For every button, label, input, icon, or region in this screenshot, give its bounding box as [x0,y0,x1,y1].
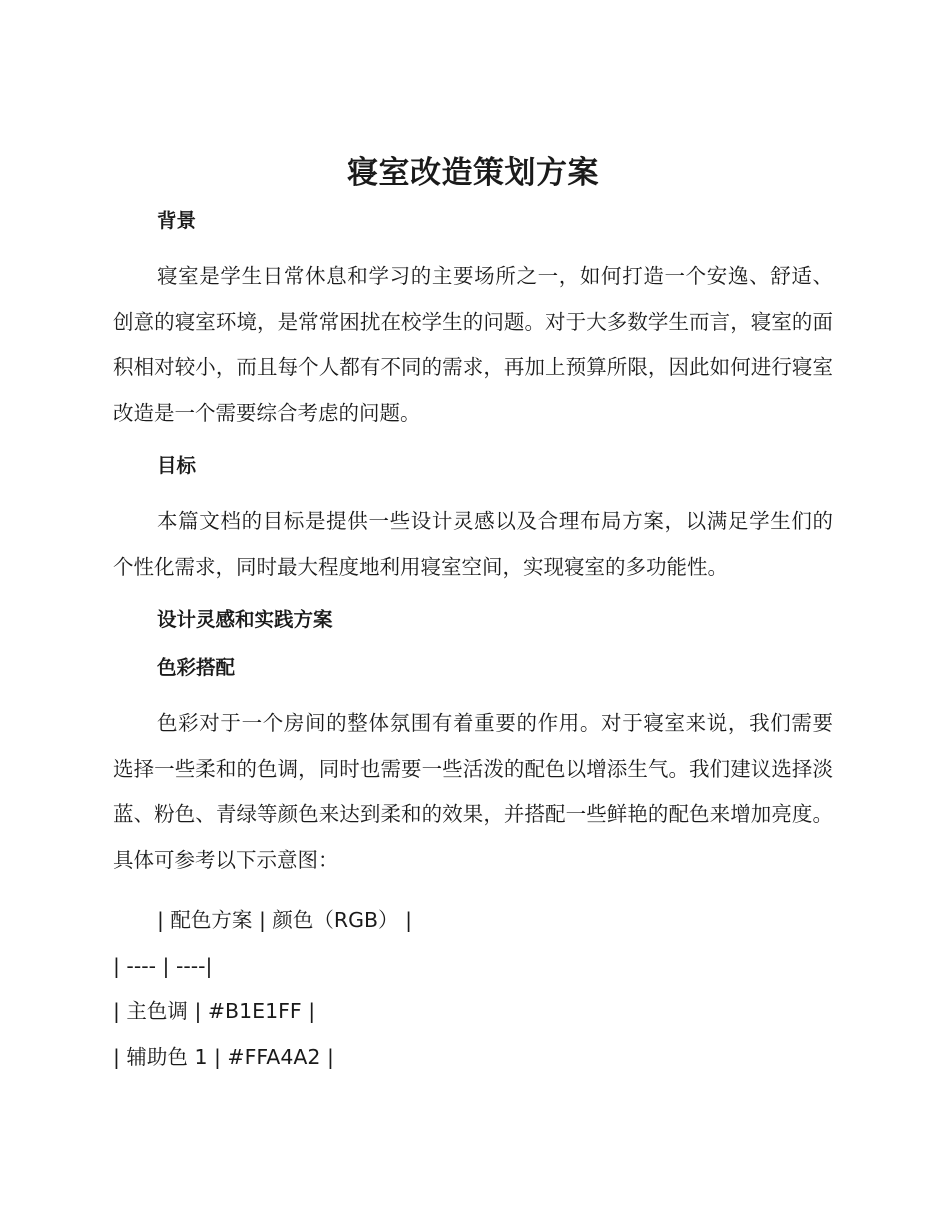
section-heading-background: 背景 [157,209,197,232]
section-heading-goal: 目标 [157,454,197,477]
section-heading-design: 设计灵感和实践方案 [157,608,333,631]
color-scheme-table-text [113,898,833,1080]
table-separator-line: | ---- | ----| [113,953,213,978]
table-header-line: | 配色方案 | 颜色（RGB） | [157,908,412,932]
table-row-line: | 辅助色 1 | #FFA4A2 | [113,1044,334,1069]
table-row-line: | 主色调 | #B1E1FF | [113,999,316,1023]
section-paragraph-background: 寝室是学生日常休息和学习的主要场所之一，如何打造一个安逸、舒适、创意的寝室环境，是常常困扰在校学生的问题。对于大多数学生而言，寝室的面积相对较小，而且每个人都有不同的需求，再加上预算所限，因此如何进行寝室改造是一个需要综合考虑的问题。 [113,264,833,425]
document-content [113,148,833,1080]
section-heading-color: 色彩搭配 [157,656,236,679]
document-title: 寝室改造策划方案 [347,155,599,191]
section-paragraph-goal: 本篇文档的目标是提供一些设计灵感以及合理布局方案，以满足学生们的个性化需求，同时最大程度地利用寝室空间，实现寝室的多功能性。 [113,509,833,579]
section-paragraph-color: 色彩对于一个房间的整体氛围有着重要的作用。对于寝室来说，我们需要选择一些柔和的色调，同时也需要一些活泼的配色以增添生气。我们建议选择淡蓝、粉色、青绿等颜色来达到柔和的效果，并搭配一些鲜艳的配色来增加亮度。具体可参考以下示意图： [113,711,833,872]
